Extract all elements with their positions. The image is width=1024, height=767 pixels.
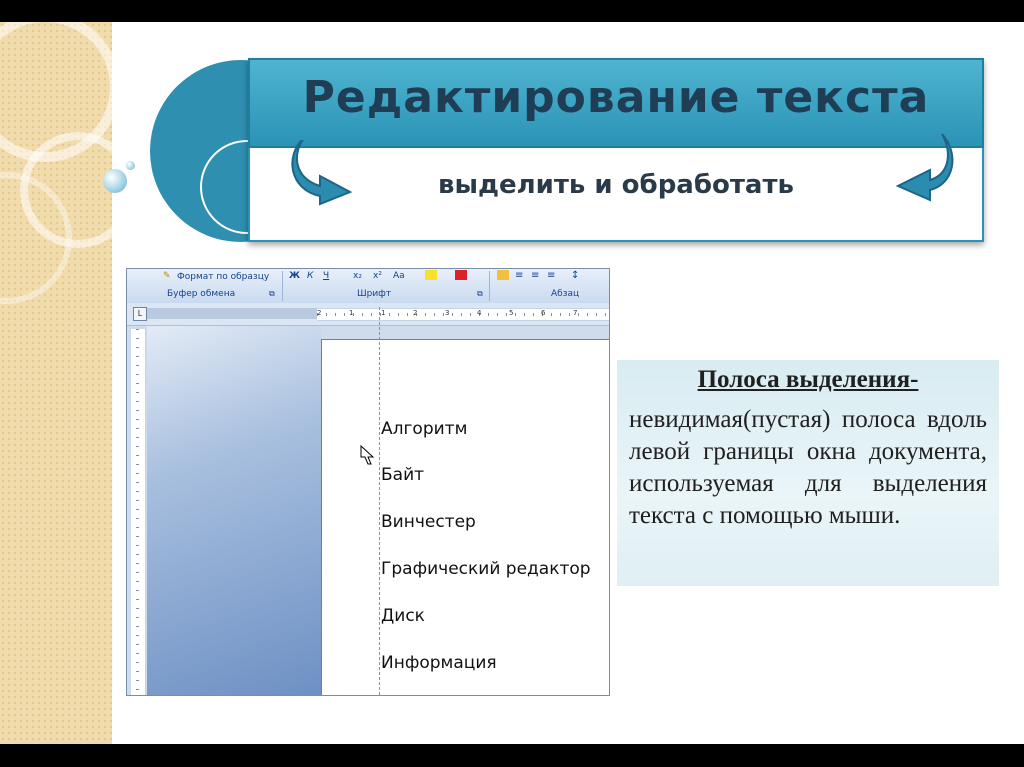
align-center-icon[interactable]: ≡ (515, 270, 524, 281)
horizontal-ruler-row (127, 303, 609, 326)
format-painter-button[interactable]: Формат по образцу (177, 272, 270, 282)
group-label-paragraph: Абзац (551, 289, 580, 299)
ruler-label: 7 (573, 309, 578, 317)
definition-text: невидимая(пустая) полоса вдоль левой границы окна документа, используемая для выделения текста с помощью мыши. (629, 406, 987, 529)
decorative-bubble (103, 169, 127, 193)
selection-arrow-cursor-icon (359, 445, 375, 465)
document-line[interactable]: Винчестер (381, 512, 476, 532)
ruler-label: 5 (509, 309, 514, 317)
underline-button[interactable]: Ч (323, 271, 330, 281)
slide (0, 22, 1024, 744)
vertical-ruler[interactable] (131, 329, 146, 695)
align-left-icon[interactable] (497, 270, 509, 280)
line-spacing-icon[interactable]: ↕ (571, 270, 580, 281)
slide-title: Редактирование текста (302, 72, 930, 123)
superscript-button[interactable]: x² (373, 271, 382, 281)
curved-arrow-right-icon (890, 128, 960, 208)
ribbon-separator (282, 271, 283, 301)
ruler-margin-area (147, 308, 317, 319)
document-line[interactable]: Информация (381, 653, 497, 673)
italic-button[interactable]: К (307, 271, 314, 281)
definition-box (617, 360, 999, 586)
ribbon-separator (489, 271, 490, 301)
ruler-label: 2 (317, 309, 322, 317)
change-case-button[interactable]: Aa (393, 271, 405, 281)
text-margin-guide (379, 307, 380, 695)
highlight-color-icon[interactable] (425, 270, 437, 280)
ruler-label: 6 (541, 309, 546, 317)
document-line[interactable]: Графический редактор (381, 559, 591, 579)
justify-icon[interactable]: ≡ (547, 270, 556, 281)
horizontal-ruler[interactable] (317, 308, 609, 321)
ruler-label: 1 (349, 309, 354, 317)
document-line[interactable]: Байт (381, 465, 425, 485)
word-window-screenshot (126, 268, 610, 696)
group-label-clipboard: Буфер обмена (167, 289, 236, 299)
definition-heading: Полоса выделения- (697, 366, 919, 393)
document-line[interactable]: Алгоритм (381, 419, 468, 439)
curved-arrow-left-icon (290, 140, 360, 210)
subscript-button[interactable]: x₂ (353, 271, 362, 281)
group-label-font: Шрифт (357, 289, 392, 299)
slide-subtitle: выделить и обработать (437, 170, 794, 200)
ruler-label: 2 (413, 309, 418, 317)
ribbon (127, 269, 609, 304)
ruler-label: 3 (445, 309, 450, 317)
decorative-bubble (126, 161, 135, 170)
decorative-pattern-strip (0, 22, 112, 744)
dialog-launcher-icon[interactable]: ⧉ (269, 289, 275, 298)
ruler-label: 4 (477, 309, 482, 317)
format-painter-icon: ✎ (163, 271, 171, 281)
dialog-launcher-icon[interactable]: ⧉ (477, 289, 483, 298)
bold-button[interactable]: Ж (289, 271, 301, 281)
document-line[interactable]: Диск (381, 606, 425, 626)
document-gutter (147, 326, 321, 695)
font-color-icon[interactable] (455, 270, 467, 280)
tab-selector-button[interactable]: L (133, 307, 147, 321)
align-right-icon[interactable]: ≡ (531, 270, 540, 281)
ruler-label: 1 (381, 309, 386, 317)
